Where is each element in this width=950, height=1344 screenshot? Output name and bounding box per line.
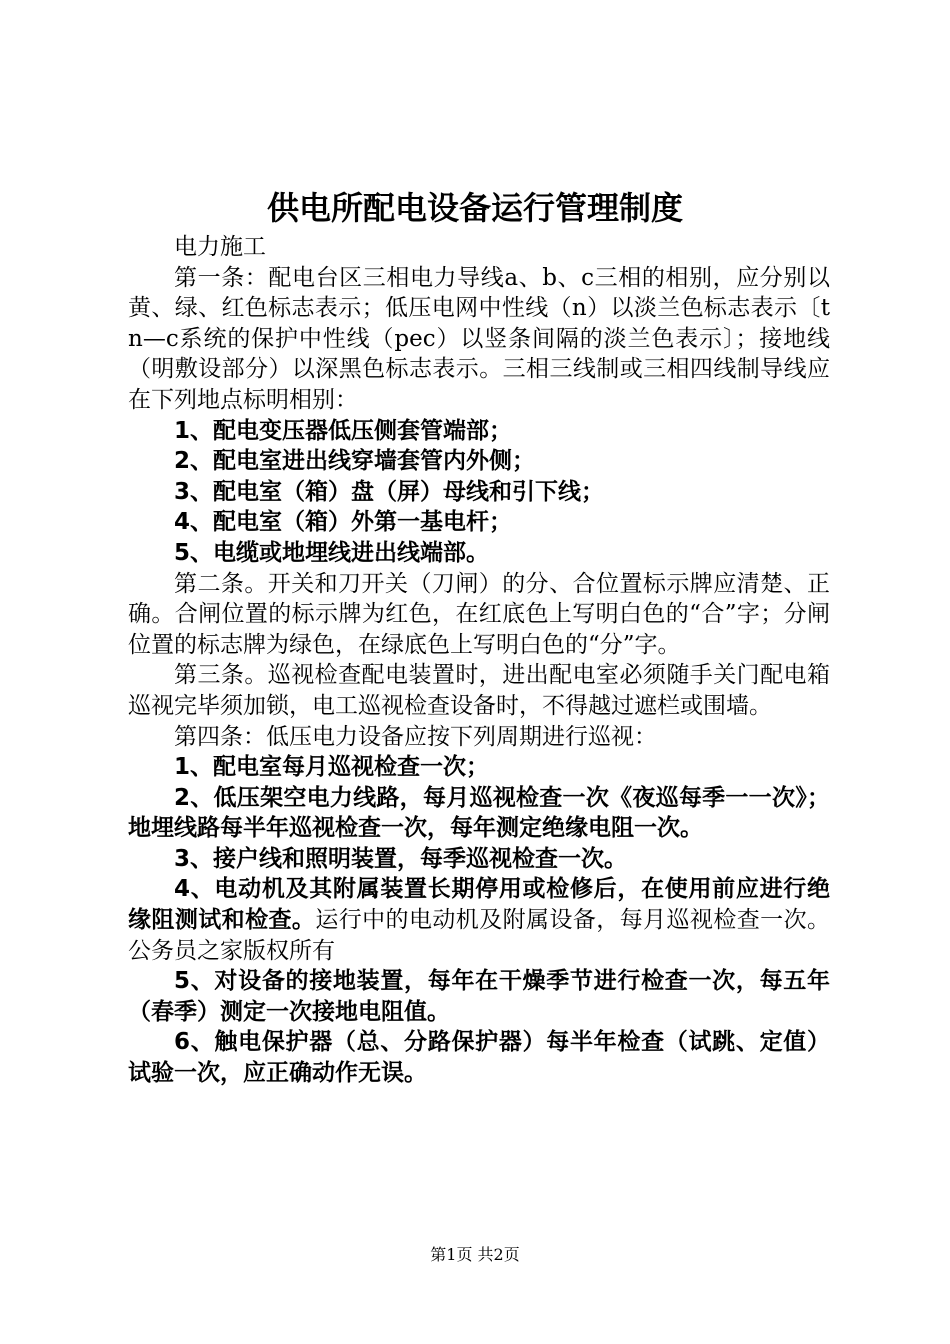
list-item: [128, 446, 830, 477]
list-item: [128, 538, 830, 569]
paragraph-text: 6、触电保护器（总、分路保护器）每半年检查（试跳、定值）试验一次，应正确动作无误。: [128, 1029, 830, 1087]
list-item: [128, 844, 830, 875]
article-4-paragraph: [128, 722, 830, 753]
paragraph-text: 第三条。巡视检查配电装置时，进出配电室必须随手关门配电箱巡视完毕须加锁，电工巡视检查设备时，不得越过遮栏或围墙。: [128, 662, 830, 719]
list-item: [128, 783, 830, 844]
paragraph-text: 2、配电室进出线穿墙套管内外侧；: [174, 448, 536, 475]
article-1-paragraph: [128, 263, 830, 416]
article-2-paragraph: [128, 569, 830, 661]
paragraph-text: 2、低压架空电力线路，每月巡视检查一次《夜巡每季一一次》；地埋线路每半年巡视检查一次，每年测定绝缘电阻一次。: [128, 784, 830, 842]
paragraph-text: 第一条：配电台区三相电力导线a、b、c三相的相别，应分别以黄、绿、红色标志表示；低压电网中性线（n）以淡兰色标志表示〔tn—c系统的保护中性线（pec）以竖条间隔的淡兰色表示〕；接地线（明敷设部分）以深黑色标志表示。三相三线制或三相四线制导线应在下列地点标明相别：: [128, 264, 830, 413]
paragraph-tail-text: 运行中的电动机及附属设备，每月巡视检查一次。公务员之家版权所有: [128, 907, 831, 964]
document-body: [128, 232, 830, 1089]
paragraph-text: 5、对设备的接地装置，每年在干燥季节进行检查一次，每五年（春季）测定一次接地电阻值。: [128, 968, 830, 1025]
list-item: [128, 416, 830, 447]
paragraph-text: 3、配电室（箱）盘（屏）母线和引下线；: [174, 478, 605, 505]
article-3-paragraph: [128, 660, 830, 721]
document-title: 供电所配电设备运行管理制度: [266, 189, 683, 227]
paragraph-text: 5、电缆或地埋线进出线端部。: [174, 539, 490, 566]
list-item: [128, 507, 830, 538]
paragraph-text: 1、配电变压器低压侧套管端部；: [174, 417, 513, 444]
page-footer: 第1页 共2页: [430, 1245, 520, 1264]
paragraph-text: 3、接户线和照明装置，每季巡视检查一次。: [174, 845, 628, 872]
paragraph-text: 4、配电室（箱）外第一基电杆；: [174, 509, 513, 536]
list-item: [128, 1027, 830, 1088]
paragraph-text: 第二条。开关和刀开关（刀闸）的分、合位置标示牌应清楚、正确。合闸位置的标示牌为红色，在红底色上写明白色的“合”字；分闸位置的标志牌为绿色，在绿底色上写明白色的“分”字。: [128, 570, 830, 658]
list-item: [128, 752, 830, 783]
paragraph-source: [128, 232, 830, 263]
paragraph-text: 1、配电室每月巡视检查一次；: [174, 754, 490, 781]
list-item: [128, 477, 830, 508]
paragraph-text: 第四条：低压电力设备应按下列周期进行巡视：: [174, 723, 657, 750]
list-item: [128, 874, 830, 966]
paragraph-text: 4、电动机及其附属装置长期停用或检修后，在使用前应进行绝缘阻测试和检查。: [128, 876, 830, 934]
list-item: [128, 966, 830, 1027]
paragraph-text: 电力施工: [174, 234, 266, 260]
